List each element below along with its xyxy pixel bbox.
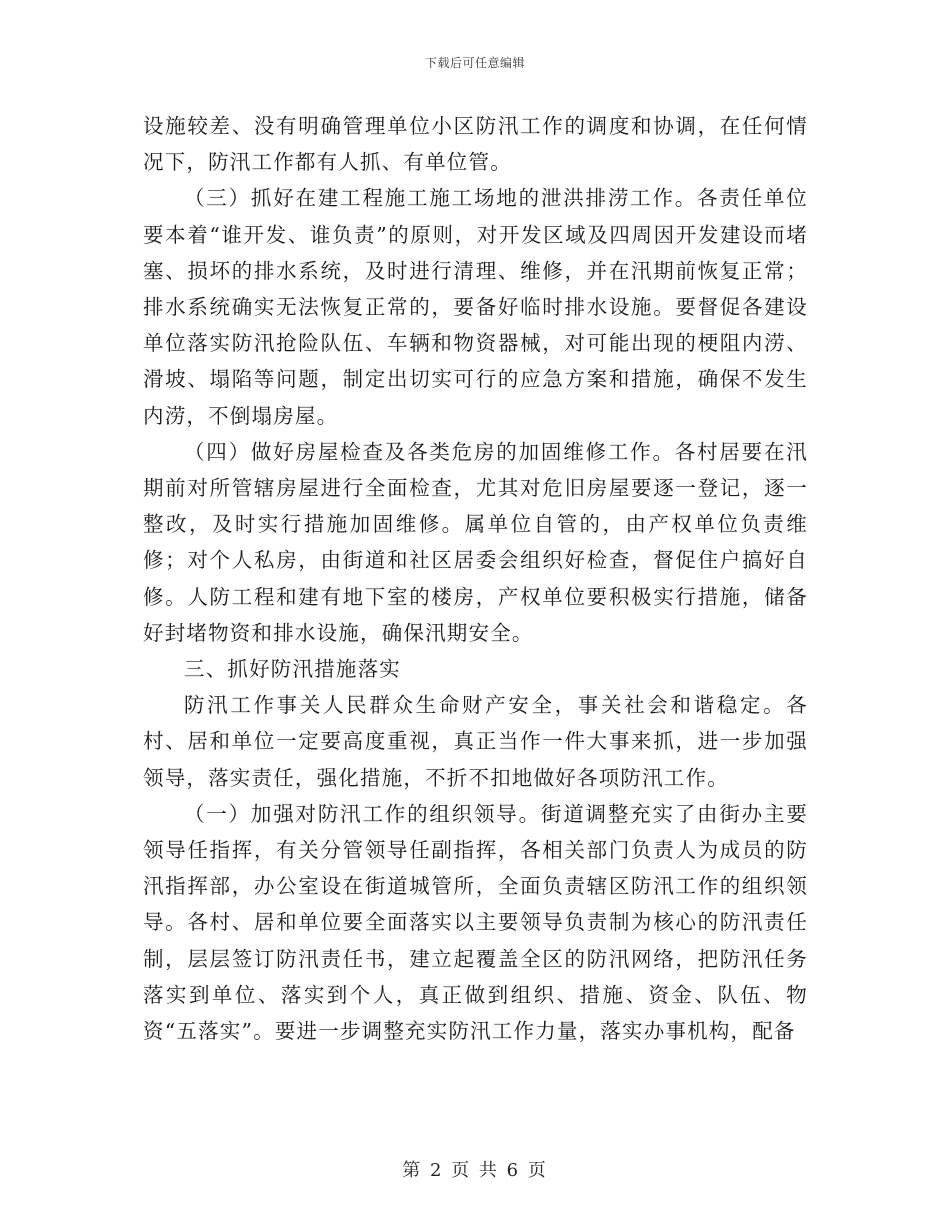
- paragraph-continuation: 设施较差、没有明确管理单位小区防汛工作的调度和协调，在任何情况下，防汛工作都有人抓、有单位管。: [143, 114, 808, 175]
- document-body: [143, 108, 808, 1049]
- paragraph-item-4: （四）做好房屋检查及各类危房的加固维修工作。各村居要在汛期前对所管辖房屋进行全面检查，尤其对危旧房屋要逐一登记，逐一整改，及时实行措施加固维修。属单位自管的，由产权单位负责维修；对个人私房，由街道和社区居委会组织好检查，督促住户搞好自修。人防工程和建有地下室的楼房，产权单位要积极实行措施，储备好封堵物资和排水设施，确保汛期安全。: [143, 439, 808, 645]
- paragraph-item-1: （一）加强对防汛工作的组织领导。街道调整充实了由街办主要领导任指挥，有关分管领导任副指挥，各相关部门负责人为成员的防汛指挥部，办公室设在街道城管所，全面负责辖区防汛工作的组织领导。各村、居和单位要全面落实以主要领导负责制为核心的防汛责任制，层层签订防汛责任书，建立起覆盖全区的防汛网络，把防汛任务落实到单位、落实到个人，真正做到组织、措施、资金、队伍、物资“五落实”。要进一步调整充实防汛工作力量，落实办事机构，配备: [143, 801, 808, 1044]
- page-number-footer: 第 2 页 共 6 页: [402, 1160, 548, 1181]
- paragraph-section-intro: 防汛工作事关人民群众生命财产安全，事关社会和谐稳定。各村、居和单位一定要高度重视，真正当作一件大事来抓，进一步加强领导，落实责任，强化措施，不折不扣地做好各项防汛工作。: [143, 693, 808, 790]
- paragraph-item-3: （三）抓好在建工程施工施工场地的泄洪排涝工作。各责任单位要本着“谁开发、谁负责”的原则，对开发区域及四周因开发建设而堵塞、损坏的排水系统，及时进行清理、维修，并在汛期前恢复正常；排水系统确实无法恢复正常的，要备好临时排水设施。要督促各建设单位落实防汛抢险队伍、车辆和物资器械，对可能出现的梗阻内涝、滑坡、塌陷等问题，制定出切实可行的应急方案和措施，确保不发生内涝，不倒塌房屋。: [143, 186, 808, 428]
- section-heading: 三、抓好防汛措施落实: [184, 657, 401, 682]
- header-note: 下载后可任意编辑: [424, 56, 525, 70]
